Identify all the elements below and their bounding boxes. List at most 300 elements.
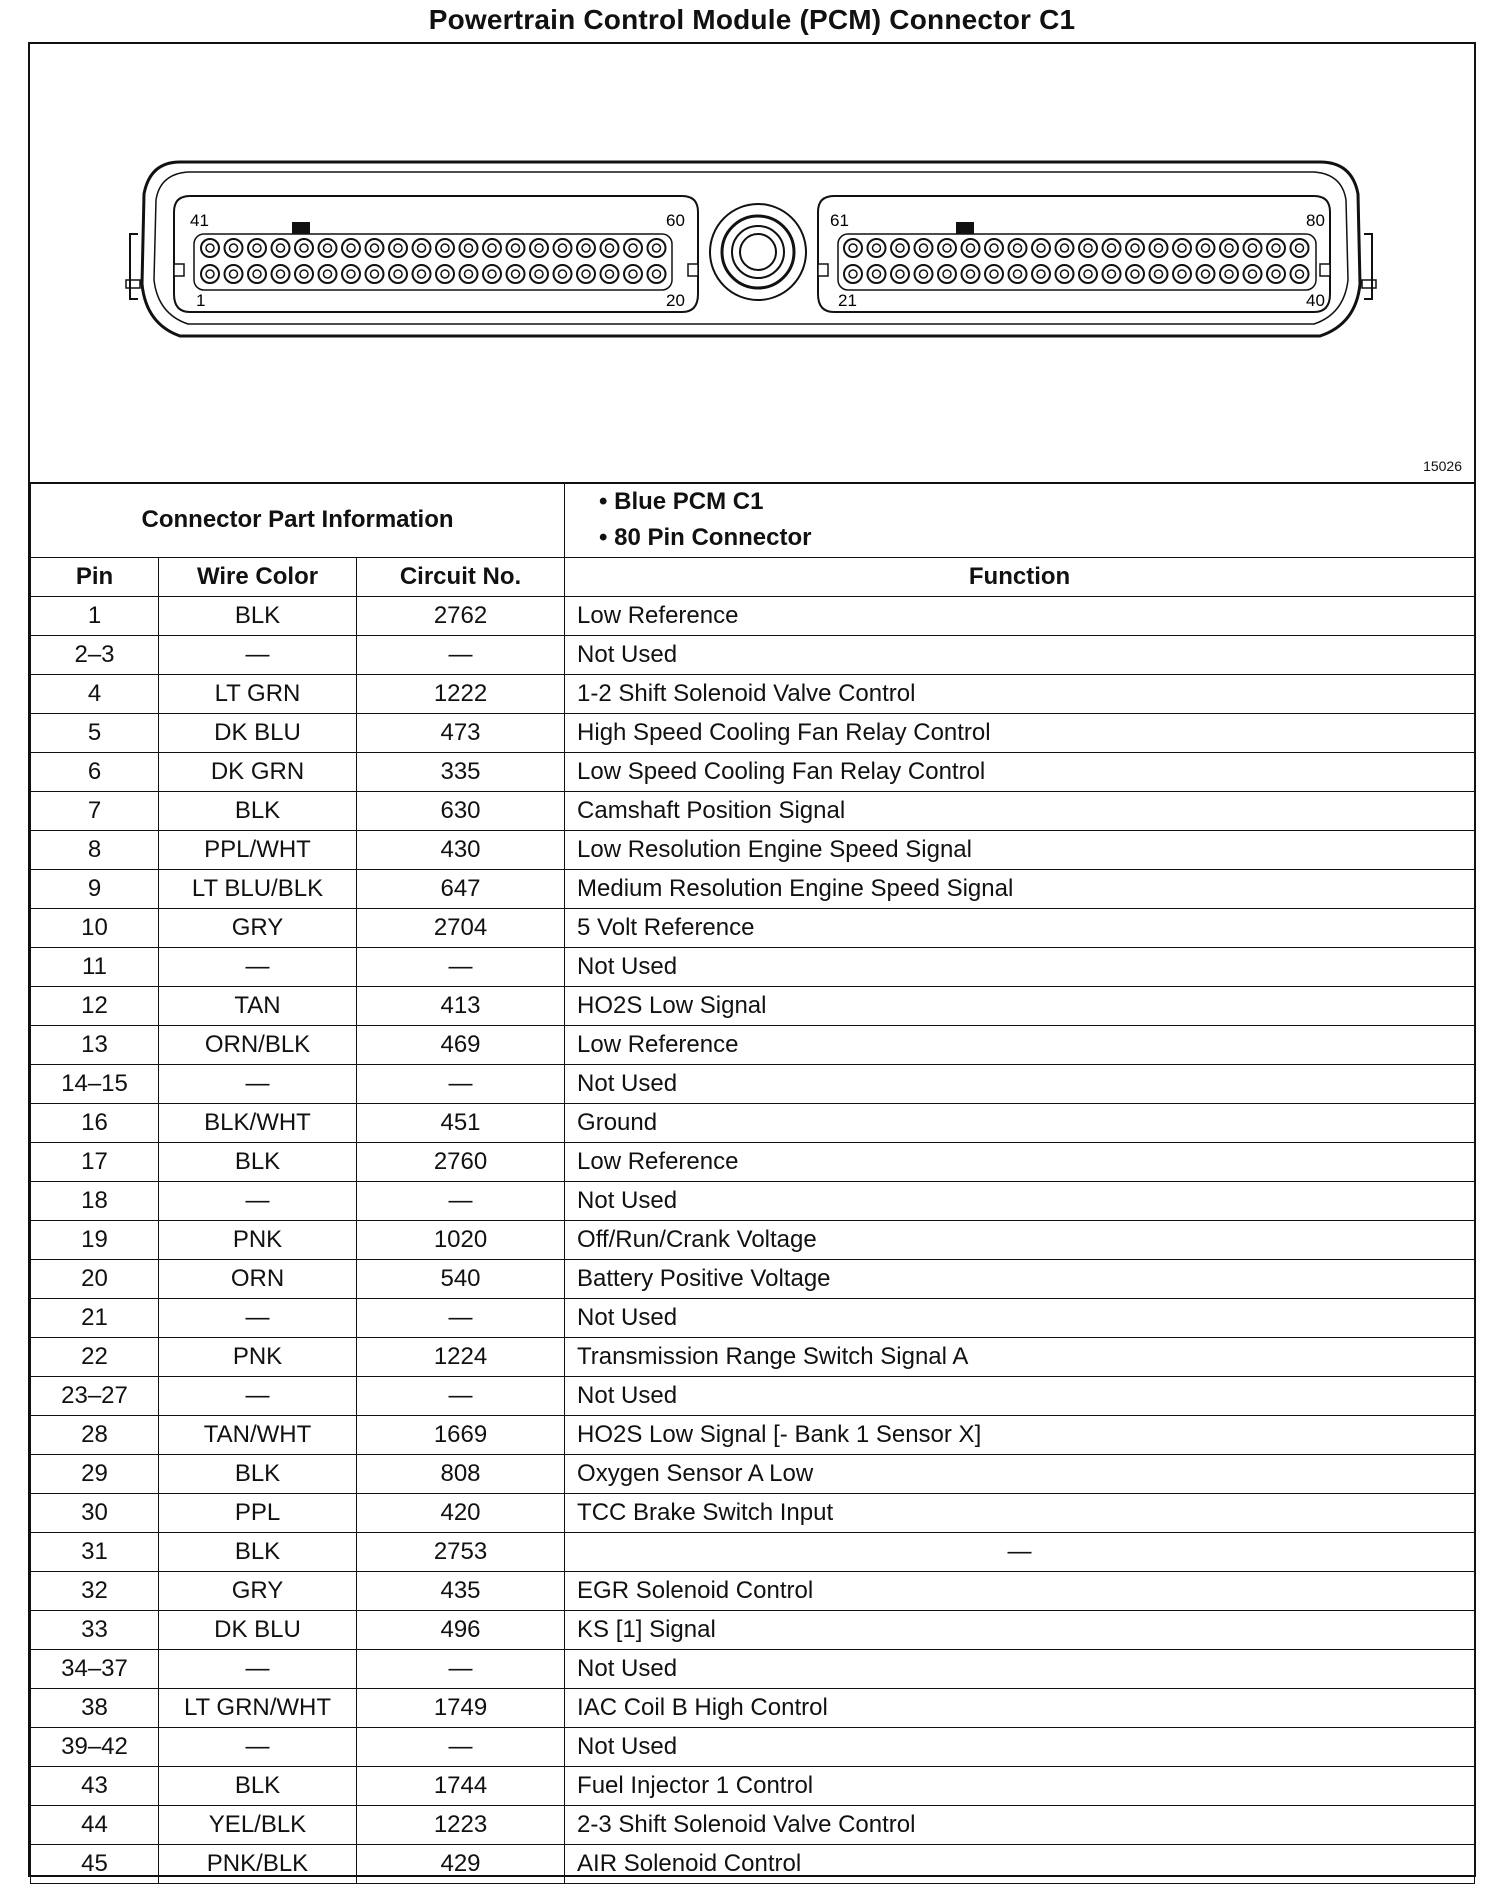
pin-contact [512,244,520,252]
pin-socket [938,239,956,257]
pin-contact [418,244,426,252]
function-cell: 1-2 Shift Solenoid Valve Control [565,675,1475,714]
part-info-list [565,483,1475,558]
pin-contact [230,270,238,278]
pin-contact [1202,270,1210,278]
function-cell: EGR Solenoid Control [565,1572,1475,1611]
pin-socket [1173,265,1191,283]
pin-contact [990,244,998,252]
pin-socket [530,265,548,283]
pin-socket [554,239,572,257]
table-row [31,1260,1475,1299]
pin-socket [1150,239,1168,257]
wire-color-cell: LT GRN [159,675,357,714]
function-cell: HO2S Low Signal [565,987,1475,1026]
wire-color-cell: — [159,636,357,675]
pin-cell: 7 [31,792,159,831]
pin-contact [1108,270,1116,278]
pin-socket [915,239,933,257]
pin-socket [985,239,1003,257]
pin-contact [1249,244,1257,252]
pin-socket [1032,239,1050,257]
circuit-cell: 430 [357,831,565,870]
pin-socket [1267,265,1285,283]
pin-contact [535,244,543,252]
pin-contact [300,244,308,252]
pin-socket [844,265,862,283]
circuit-cell: 2762 [357,597,565,636]
pin-contact [920,270,928,278]
wire-color-cell: BLK/WHT [159,1104,357,1143]
pin-socket [1267,239,1285,257]
pin-label-80: 80 [1306,211,1325,230]
pin-contact [559,244,567,252]
function-cell: KS [1] Signal [565,1611,1475,1650]
pin-cell: 12 [31,987,159,1026]
wire-color-cell: — [159,948,357,987]
figure-number: 15026 [1423,458,1462,474]
circuit-cell: 1744 [357,1767,565,1806]
pin-contact [896,244,904,252]
table-header-row [31,558,1475,597]
wire-color-cell: ORN/BLK [159,1026,357,1065]
pin-contact [1037,244,1045,252]
pin-contact [394,270,402,278]
wire-color-cell: LT BLU/BLK [159,870,357,909]
pinout-table [30,482,1475,1884]
pin-cell: 2–3 [31,636,159,675]
circuit-cell: 2753 [357,1533,565,1572]
wire-color-cell: PPL/WHT [159,831,357,870]
circuit-cell: 1020 [357,1221,565,1260]
pin-contact [1155,270,1163,278]
pin-cell: 22 [31,1338,159,1377]
pin-socket [530,239,548,257]
pin-cell: 39–42 [31,1728,159,1767]
pin-cell: 31 [31,1533,159,1572]
pin-contact [873,270,881,278]
circuit-cell: 473 [357,714,565,753]
wire-color-cell: BLK [159,1143,357,1182]
pin-socket [248,265,266,283]
circuit-cell: — [357,1065,565,1104]
circuit-cell: 1669 [357,1416,565,1455]
pin-contact [488,270,496,278]
pin-socket [483,265,501,283]
pin-contact [1131,270,1139,278]
pin-contact [1272,270,1280,278]
table-row [31,1611,1475,1650]
pin-socket [319,239,337,257]
pin-socket [601,265,619,283]
function-cell: Not Used [565,1182,1475,1221]
pin-contact [277,244,285,252]
circuit-cell: — [357,1377,565,1416]
pin-contact [849,244,857,252]
table-row [31,1299,1475,1338]
pin-socket [1103,239,1121,257]
wire-color-cell: BLK [159,597,357,636]
pin-contact [206,244,214,252]
pin-socket [460,239,478,257]
function-cell: Not Used [565,1650,1475,1689]
pin-contact [943,244,951,252]
pin-contact [300,270,308,278]
wire-color-cell: TAN/WHT [159,1416,357,1455]
function-cell: Low Resolution Engine Speed Signal [565,831,1475,870]
table-row [31,1104,1475,1143]
col-header-wire-color: Wire Color [159,558,357,597]
pin-socket [342,239,360,257]
pin-label-41: 41 [190,211,209,230]
table-row [31,1728,1475,1767]
wire-color-cell: PNK [159,1221,357,1260]
function-cell: Low Reference [565,597,1475,636]
function-cell: TCC Brake Switch Input [565,1494,1475,1533]
pin-contact [559,270,567,278]
wire-color-cell: PNK/BLK [159,1845,357,1884]
circuit-cell: 2704 [357,909,565,948]
pin-contact [441,270,449,278]
table-row [31,870,1475,909]
part-info-row [31,483,1475,558]
wire-color-cell: — [159,1377,357,1416]
pin-contact [324,244,332,252]
pin-socket [1032,265,1050,283]
table-row [31,1767,1475,1806]
function-cell: Not Used [565,1065,1475,1104]
pin-cell: 18 [31,1182,159,1221]
pin-socket [891,239,909,257]
pin-contact [629,244,637,252]
table-row [31,1026,1475,1065]
pin-contact [606,270,614,278]
part-info-label: Connector Part Information [31,483,565,558]
pin-socket [295,239,313,257]
pin-contact [1061,244,1069,252]
pin-contact [253,270,261,278]
circuit-cell: — [357,1182,565,1221]
table-row [31,987,1475,1026]
pin-socket [648,265,666,283]
table-row [31,636,1475,675]
pin-contact [849,270,857,278]
pin-socket [366,265,384,283]
pin-contact [488,244,496,252]
circuit-cell: 540 [357,1260,565,1299]
pin-contact [371,270,379,278]
function-cell: Low Reference [565,1026,1475,1065]
pin-cell: 6 [31,753,159,792]
pin-socket [1173,239,1191,257]
pin-contact [920,244,928,252]
function-cell: IAC Coil B High Control [565,1689,1475,1728]
pin-socket [577,265,595,283]
pin-cell: 19 [31,1221,159,1260]
circuit-cell: — [357,948,565,987]
pin-contact [653,270,661,278]
function-cell: High Speed Cooling Fan Relay Control [565,714,1475,753]
circuit-cell: 429 [357,1845,565,1884]
pin-socket [1009,239,1027,257]
wire-color-cell: YEL/BLK [159,1806,357,1845]
wire-color-cell: DK BLU [159,1611,357,1650]
pin-socket [1220,265,1238,283]
pin-contact [1037,270,1045,278]
pin-contact [1108,244,1116,252]
table-row [31,753,1475,792]
circuit-cell: 2760 [357,1143,565,1182]
pin-contact [324,270,332,278]
pin-contact [967,270,975,278]
pin-socket [1126,239,1144,257]
pin-contact [1155,244,1163,252]
pin-socket [1126,265,1144,283]
function-cell: Oxygen Sensor A Low [565,1455,1475,1494]
pin-cell: 28 [31,1416,159,1455]
pin-cell: 5 [31,714,159,753]
pin-socket [248,239,266,257]
pin-contact [230,244,238,252]
pin-socket [868,265,886,283]
wire-color-cell: — [159,1728,357,1767]
pin-socket [1220,239,1238,257]
circuit-cell: 1222 [357,675,565,714]
pin-contact [1296,244,1304,252]
wire-color-cell: — [159,1299,357,1338]
pin-socket [413,265,431,283]
wire-color-cell: PNK [159,1338,357,1377]
pin-socket [366,239,384,257]
pin-socket [436,265,454,283]
table-row [31,1650,1475,1689]
col-header-pin: Pin [31,558,159,597]
pin-contact [1296,270,1304,278]
pin-socket [577,239,595,257]
pin-cell: 1 [31,597,159,636]
wire-color-cell: LT GRN/WHT [159,1689,357,1728]
pin-contact [1202,244,1210,252]
pin-socket [1056,239,1074,257]
table-row [31,1689,1475,1728]
pin-socket [1291,239,1309,257]
table-row [31,1065,1475,1104]
pin-contact [1225,270,1233,278]
pin-cell: 20 [31,1260,159,1299]
table-row [31,831,1475,870]
page-title: Powertrain Control Module (PCM) Connector C1 [428,4,1076,35]
table-row [31,597,1475,636]
pin-socket [554,265,572,283]
pin-cell: 13 [31,1026,159,1065]
function-cell: 2-3 Shift Solenoid Valve Control [565,1806,1475,1845]
pin-contact [582,244,590,252]
pin-contact [1178,270,1186,278]
circuit-cell: 413 [357,987,565,1026]
pin-socket [1009,265,1027,283]
col-header-function: Function [565,558,1475,597]
circuit-cell: 435 [357,1572,565,1611]
pin-socket [601,239,619,257]
pin-contact [441,244,449,252]
function-cell: Camshaft Position Signal [565,792,1475,831]
pin-cell: 14–15 [31,1065,159,1104]
function-cell: Not Used [565,1377,1475,1416]
pin-cell: 38 [31,1689,159,1728]
pin-cell: 32 [31,1572,159,1611]
pin-cell: 21 [31,1299,159,1338]
pin-contact [1272,244,1280,252]
pin-cell: 9 [31,870,159,909]
pin-socket [507,239,525,257]
function-cell: Not Used [565,636,1475,675]
pin-socket [648,239,666,257]
pin-socket [985,265,1003,283]
pin-socket [436,239,454,257]
pin-cell: 30 [31,1494,159,1533]
pin-socket [201,265,219,283]
table-row [31,1533,1475,1572]
pin-socket [891,265,909,283]
circuit-cell: 630 [357,792,565,831]
wire-color-cell: DK GRN [159,753,357,792]
pin-label-60: 60 [666,211,685,230]
pin-socket [1291,265,1309,283]
function-cell: — [565,1533,1475,1572]
pin-socket [1244,265,1262,283]
wire-color-cell: TAN [159,987,357,1026]
connector-face-drawing [30,44,1474,482]
pin-contact [277,270,285,278]
pin-contact [896,270,904,278]
pin-socket [225,239,243,257]
pin-contact [943,270,951,278]
pin-socket [868,239,886,257]
pin-socket [938,265,956,283]
function-cell: Not Used [565,1299,1475,1338]
circuit-cell: — [357,1650,565,1689]
pin-cell: 16 [31,1104,159,1143]
pin-cell: 43 [31,1767,159,1806]
table-row [31,1221,1475,1260]
pin-socket [483,239,501,257]
pin-socket [413,239,431,257]
pin-contact [465,270,473,278]
table-row [31,948,1475,987]
pin-contact [606,244,614,252]
circuit-cell: 1223 [357,1806,565,1845]
pin-cell: 10 [31,909,159,948]
pin-contact [1061,270,1069,278]
pin-contact [465,244,473,252]
pin-contact [206,270,214,278]
wire-color-cell: BLK [159,1767,357,1806]
function-cell: Fuel Injector 1 Control [565,1767,1475,1806]
pin-contact [1225,244,1233,252]
function-cell: 5 Volt Reference [565,909,1475,948]
pin-socket [1056,265,1074,283]
part-info-item: • 80 Pin Connector [599,524,812,551]
pin-cell: 11 [31,948,159,987]
pin-contact [653,244,661,252]
pin-socket [389,239,407,257]
pin-socket [1197,239,1215,257]
function-cell: Transmission Range Switch Signal A [565,1338,1475,1377]
function-cell: Medium Resolution Engine Speed Signal [565,870,1475,909]
wire-color-cell: BLK [159,792,357,831]
table-row [31,1416,1475,1455]
circuit-cell: 808 [357,1455,565,1494]
function-cell: AIR Solenoid Control [565,1845,1475,1884]
pin-socket [1079,265,1097,283]
pin-socket [624,265,642,283]
function-cell: HO2S Low Signal [- Bank 1 Sensor X] [565,1416,1475,1455]
table-row [31,1806,1475,1845]
pin-contact [253,244,261,252]
connector-document-frame [28,42,1476,1877]
pin-socket [460,265,478,283]
circuit-cell: 420 [357,1494,565,1533]
pin-socket [272,239,290,257]
pin-socket [1079,239,1097,257]
pin-contact [582,270,590,278]
function-cell: Low Reference [565,1143,1475,1182]
col-header-circuit-no: Circuit No. [357,558,565,597]
pin-array-right [844,239,1309,283]
function-cell: Ground [565,1104,1475,1143]
pin-cell: 8 [31,831,159,870]
pin-socket [225,265,243,283]
table-row [31,1494,1475,1533]
pin-socket [389,265,407,283]
pin-contact [347,244,355,252]
table-row [31,1143,1475,1182]
pin-socket [1197,265,1215,283]
pin-label-20: 20 [666,291,685,310]
wire-color-cell: — [159,1065,357,1104]
pin-socket [962,265,980,283]
circuit-cell: 335 [357,753,565,792]
pin-contact [1084,244,1092,252]
pin-contact [394,244,402,252]
pin-socket [342,265,360,283]
pin-cell: 34–37 [31,1650,159,1689]
table-row [31,1377,1475,1416]
table-row [31,1845,1475,1884]
pin-socket [1244,239,1262,257]
pin-contact [1014,244,1022,252]
function-cell: Off/Run/Crank Voltage [565,1221,1475,1260]
wire-color-cell: — [159,1650,357,1689]
pin-socket [319,265,337,283]
pin-contact [1014,270,1022,278]
pin-contact [990,270,998,278]
function-cell: Battery Positive Voltage [565,1260,1475,1299]
pin-contact [1084,270,1092,278]
pin-socket [844,239,862,257]
pin-label-40: 40 [1306,291,1325,310]
function-cell: Not Used [565,1728,1475,1767]
part-info-item: • Blue PCM C1 [599,488,764,515]
wire-color-cell: GRY [159,1572,357,1611]
circuit-cell: 647 [357,870,565,909]
connector-diagram [30,44,1474,484]
pin-cell: 4 [31,675,159,714]
table-row [31,1455,1475,1494]
pin-contact [418,270,426,278]
table-row [31,1182,1475,1221]
pin-contact [629,270,637,278]
